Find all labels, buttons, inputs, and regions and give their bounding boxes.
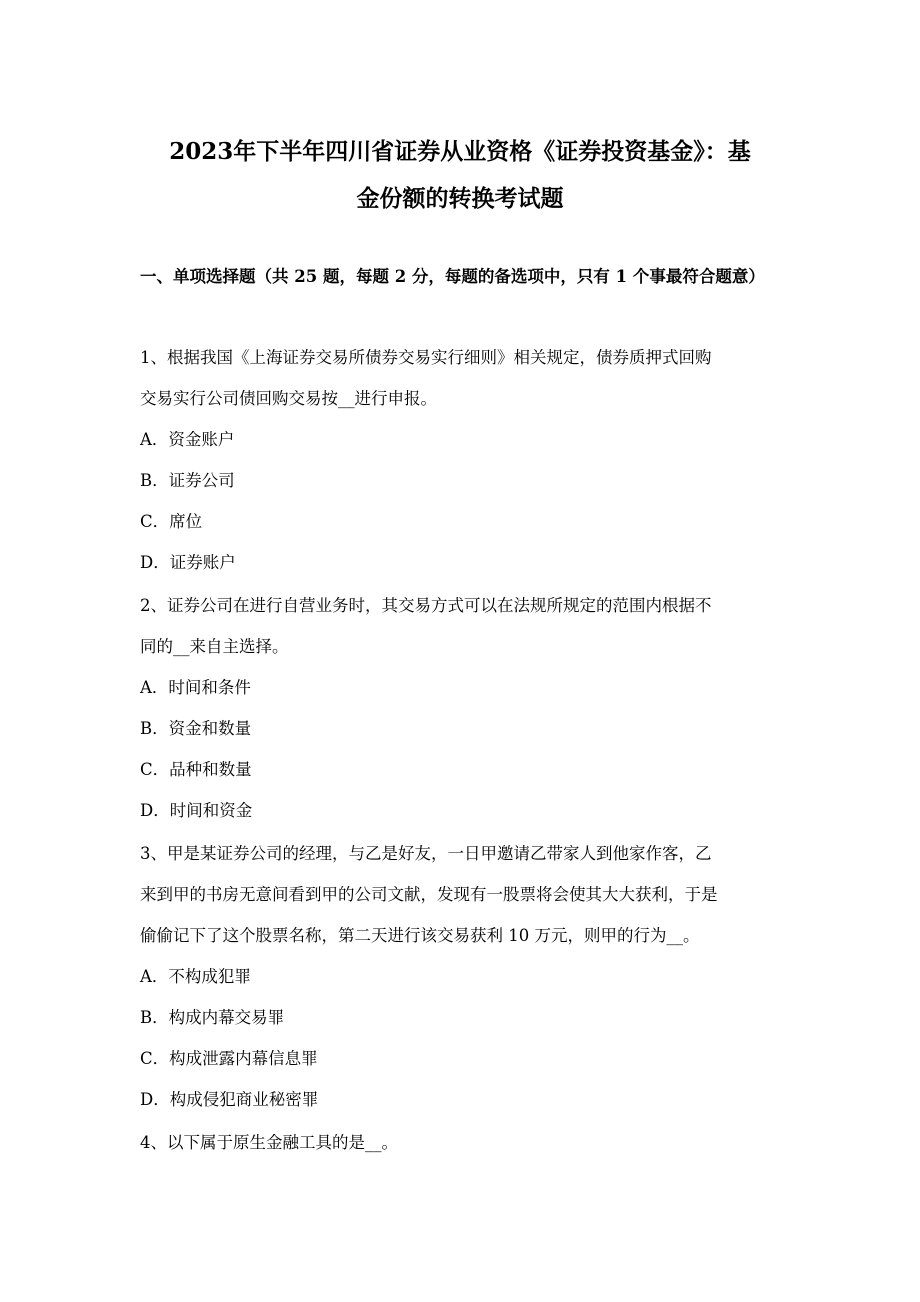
document-title [100,128,820,222]
question-1-option-a: A．资金账户 [140,430,235,449]
question-1-stem-line-1: 1、根据我国《上海证券交易所债券交易实行细则》相关规定，债券质押式回购 [140,348,712,367]
question-2-stem-line-2: 同的__来自主选择。 [140,637,289,656]
title-line-1: 2023年下半年四川省证券从业资格《证券投资基金》：基 [169,138,751,165]
question-2-option-a: A．时间和条件 [140,678,251,697]
question-1-option-d: D．证券账户 [140,553,236,572]
question-1-option-b: B．证券公司 [140,471,235,490]
question-3-option-c: C．构成泄露内幕信息罪 [140,1049,318,1068]
question-2-option-c: C．品种和数量 [140,760,252,779]
question-4-stem-line-1: 4、以下属于原生金融工具的是__。 [140,1133,398,1152]
question-1-option-c: C．席位 [140,512,203,531]
question-2-stem-line-1: 2、证券公司在进行自营业务时，其交易方式可以在法规所规定的范围内根据不 [140,596,712,615]
question-3-stem-line-2: 来到甲的书房无意间看到甲的公司文献，发现有一股票将会使其大大获利，于是 [140,885,718,904]
section-heading: 一、单项选择题（共 25 题，每题 2 分，每题的备选项中，只有 1 个事最符合题意） [140,267,765,286]
question-3-stem-line-1: 3、甲是某证券公司的经理，与乙是好友，一日甲邀请乙带家人到他家作客，乙 [140,844,712,863]
question-3-option-b: B．构成内幕交易罪 [140,1008,285,1027]
question-2-option-d: D．时间和资金 [140,801,253,820]
title-line-2: 金份额的转换考试题 [356,185,564,212]
question-1-stem-line-2: 交易实行公司债回购交易按__进行申报。 [140,389,437,408]
question-3-option-a: A．不构成犯罪 [140,967,251,986]
question-2-option-b: B．资金和数量 [140,719,252,738]
question-3-option-d: D．构成侵犯商业秘密罪 [140,1090,319,1109]
question-3-stem-line-3: 偷偷记下了这个股票名称，第二天进行该交易获利 10 万元，则甲的行为__。 [140,926,700,945]
